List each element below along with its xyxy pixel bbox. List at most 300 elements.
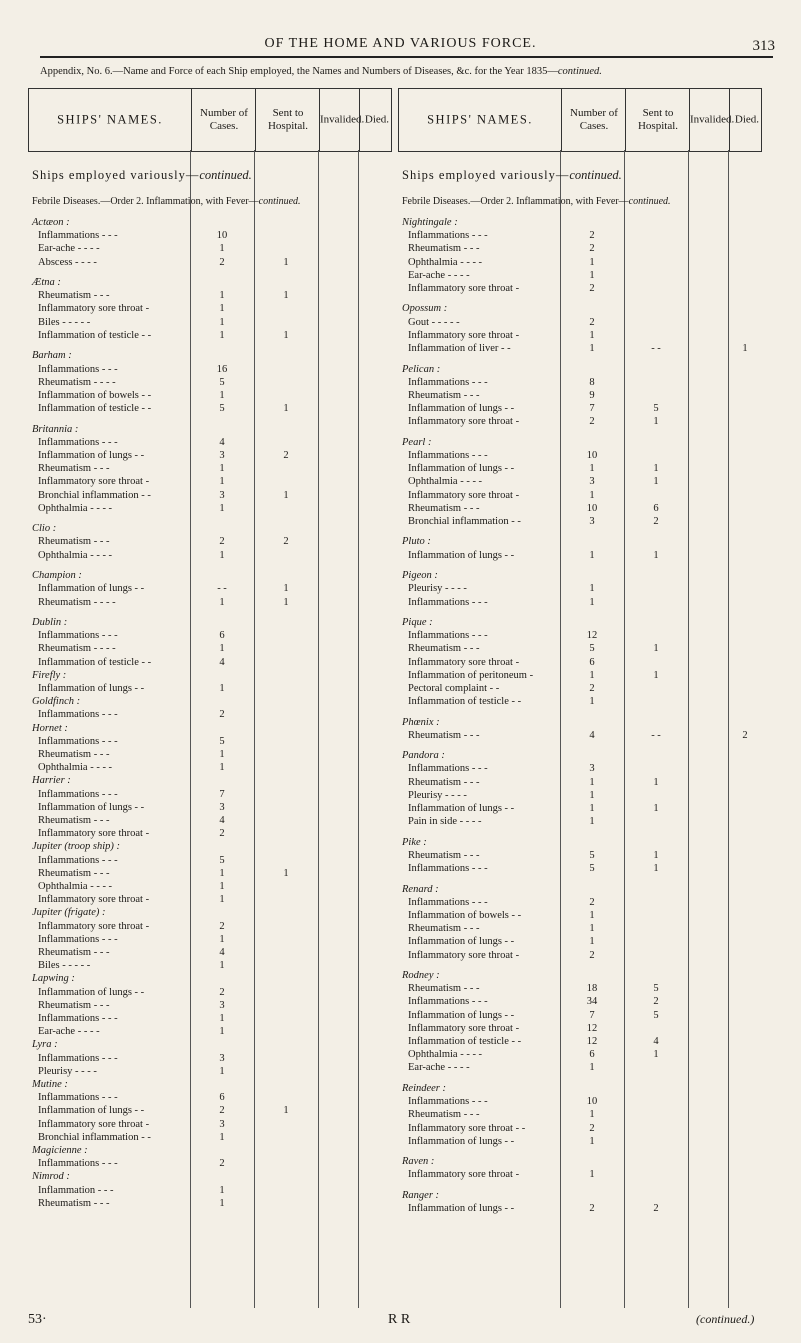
cases-value: 2	[219, 1105, 225, 1117]
disease-row	[398, 669, 762, 682]
disease-row	[398, 329, 762, 342]
disease-row	[398, 1168, 762, 1181]
ship-name-row	[28, 216, 392, 229]
hospital-value: 2	[653, 1203, 659, 1215]
disease-name: Inflammation of lungs - -	[38, 1105, 145, 1117]
disease-row	[28, 376, 392, 389]
disease-row	[398, 475, 762, 488]
disease-row	[28, 788, 392, 801]
cases-value: 1	[219, 894, 225, 906]
disease-name: Inflammation of lungs - -	[408, 936, 515, 948]
cases-value: 7	[589, 1009, 595, 1021]
hospital-value: 1	[283, 290, 289, 302]
cases-value: 1	[589, 696, 595, 708]
disease-row	[398, 449, 762, 462]
hospital-value: 2	[653, 996, 659, 1008]
disease-name: Inflammatory sore throat -	[38, 894, 150, 906]
disease-row	[28, 946, 392, 959]
cases-value: 2	[589, 416, 595, 428]
cases-value: 4	[219, 436, 225, 448]
disease-name: Ophthalmia - - - -	[38, 762, 113, 774]
disease-row	[398, 1009, 762, 1022]
cases-value: 1	[219, 596, 225, 608]
disease-row	[398, 1035, 762, 1048]
disease-row	[398, 1122, 762, 1135]
caption-continued: continued.	[557, 66, 602, 77]
disease-name: Inflammation of lungs - -	[408, 803, 515, 815]
disease-name: Inflammations - - -	[38, 436, 118, 448]
hospital-value: 1	[653, 803, 659, 815]
cases-value: 2	[219, 828, 225, 840]
disease-name: Inflammations - - -	[408, 230, 488, 242]
disease-name: Inflammatory sore throat -	[408, 416, 520, 428]
disease-row	[28, 1184, 392, 1197]
disease-row	[398, 656, 762, 669]
disease-row	[28, 475, 392, 488]
disease-row	[28, 999, 392, 1012]
ship-name-row	[28, 423, 392, 436]
cases-value: 6	[589, 656, 595, 668]
ship-name-row	[28, 722, 392, 735]
cases-value: 1	[589, 923, 595, 935]
cases-value: 18	[586, 983, 598, 995]
disease-name: Inflammation of testicle - -	[408, 1036, 522, 1048]
disease-row	[398, 862, 762, 875]
disease-name: Inflammations - - -	[38, 788, 118, 800]
cases-value: 3	[219, 489, 225, 501]
cases-value: 2	[589, 896, 595, 908]
cases-value: 16	[216, 363, 228, 375]
disease-row	[398, 582, 762, 595]
running-title: OF THE HOME AND VARIOUS FORCE.	[264, 36, 537, 51]
section-heading: Ships employed variously—continued.	[402, 168, 622, 182]
disease-name: Inflammation - - -	[38, 1184, 114, 1196]
hospital-value: 1	[283, 256, 289, 268]
col-sent-to-hospital: Sent to Hospital.	[625, 89, 690, 151]
disease-row	[28, 1052, 392, 1065]
cases-value: 4	[589, 729, 595, 741]
disease-row	[398, 489, 762, 502]
cases-value: 5	[589, 863, 595, 875]
cases-value: 1	[219, 476, 225, 488]
disease-row	[28, 596, 392, 609]
hospital-value: 5	[653, 403, 659, 415]
cases-value: 1	[589, 256, 595, 268]
disease-row	[398, 389, 762, 402]
disease-name: Inflammations - - -	[408, 1096, 488, 1108]
disease-name: Ophthalmia - - - -	[408, 476, 483, 488]
disease-row	[398, 316, 762, 329]
disease-name: Inflammation of lungs - -	[408, 1009, 515, 1021]
disease-name: Rheumatism - - -	[38, 999, 110, 1011]
right-table	[398, 88, 762, 1308]
disease-name: Rheumatism - - -	[38, 814, 110, 826]
cases-value: 1	[589, 549, 595, 561]
ship-name: Clio :	[32, 523, 57, 535]
cases-value: 2	[589, 230, 595, 242]
disease-row	[398, 269, 762, 282]
disease-row	[398, 789, 762, 802]
cases-value: 1	[589, 776, 595, 788]
cases-value: 1	[219, 880, 225, 892]
disease-row	[398, 896, 762, 909]
ship-name: Pluto :	[402, 536, 431, 548]
disease-name: Rheumatism - - -	[408, 502, 480, 514]
disease-row	[28, 1157, 392, 1170]
ship-name: Ranger :	[402, 1189, 440, 1201]
caption-main: Appendix, No. 6.—Name and Force of each Ship employed, the Names and Numbers of Diseases, &c. for the Year 1835—	[40, 66, 558, 77]
disease-row	[28, 629, 392, 642]
cases-value: 1	[219, 243, 225, 255]
hospital-value: 1	[283, 329, 289, 341]
ship-name: Pike :	[402, 836, 427, 848]
cases-value: 1	[219, 933, 225, 945]
disease-name: Rheumatism - - - -	[38, 643, 116, 655]
ship-name: Pigeon :	[402, 570, 438, 582]
ship-name: Opossum :	[402, 303, 448, 315]
ship-name: Dublin :	[32, 616, 68, 628]
disease-name: Abscess - - - -	[38, 256, 97, 268]
disease-row	[28, 302, 392, 315]
disease-name: Inflammatory sore throat -	[408, 949, 520, 961]
cases-value: 3	[219, 1118, 225, 1130]
footer-signature: R R	[388, 1312, 411, 1327]
hospital-value: 1	[283, 403, 289, 415]
disease-row	[398, 415, 762, 428]
cases-value: 1	[589, 816, 595, 828]
disease-name: Inflammatory sore throat -	[408, 489, 520, 501]
col-invalided: Invalided.	[319, 89, 360, 151]
ship-name: Magicienne :	[32, 1144, 88, 1156]
disease-row	[398, 802, 762, 815]
cases-value: 1	[589, 803, 595, 815]
ship-name-row	[28, 669, 392, 682]
cases-value: 1	[589, 1135, 595, 1147]
disease-name: Inflammations - - -	[38, 854, 118, 866]
disease-row	[398, 762, 762, 775]
disease-row	[28, 256, 392, 269]
continued-note: (continued.)	[696, 1312, 755, 1326]
hospital-value: 6	[653, 502, 659, 514]
disease-name: Inflammation of testicle - -	[38, 656, 152, 668]
cases-value: 12	[586, 1036, 598, 1048]
disease-row	[28, 1025, 392, 1038]
disease-name: Inflammations - - -	[408, 376, 488, 388]
cases-value: 3	[589, 476, 595, 488]
cases-value: 1	[589, 329, 595, 341]
ship-name-row	[398, 436, 762, 449]
cases-value: 7	[589, 403, 595, 415]
ship-name: Actæon :	[32, 217, 70, 228]
cases-value: 1	[219, 389, 225, 401]
hospital-value: 1	[283, 867, 289, 879]
disease-row	[398, 922, 762, 935]
cases-value: 2	[589, 949, 595, 961]
section-heading: Ships employed variously—continued.	[32, 168, 252, 182]
ship-name-row	[398, 616, 762, 629]
ship-name: Hornet :	[32, 722, 68, 734]
hospital-value: - -	[651, 343, 661, 355]
column-header	[28, 88, 392, 152]
hospital-value: 1	[653, 1049, 659, 1061]
cases-value: 2	[589, 243, 595, 255]
cases-value: 10	[586, 449, 598, 461]
disease-row	[398, 642, 762, 655]
disease-row	[398, 1202, 762, 1215]
disease-name: Rheumatism - - -	[38, 1197, 110, 1209]
hospital-value: 1	[283, 596, 289, 608]
disease-name: Inflammatory sore throat -	[408, 656, 520, 668]
disease-name: Biles - - - - -	[38, 316, 91, 328]
cases-value: 1	[589, 936, 595, 948]
cases-value: 1	[219, 960, 225, 972]
hospital-value: 1	[283, 583, 289, 595]
cases-value: 2	[219, 256, 225, 268]
cases-value: 1	[219, 1012, 225, 1024]
disease-row	[28, 933, 392, 946]
disease-name: Inflammatory sore throat -	[38, 828, 150, 840]
ship-name: Renard :	[402, 883, 439, 895]
ship-name-row	[398, 1155, 762, 1168]
disease-name: Ear-ache - - - -	[38, 243, 100, 255]
disease-name: Rheumatism - - -	[38, 290, 110, 302]
hospital-value: 5	[653, 983, 659, 995]
cases-value: 3	[589, 763, 595, 775]
disease-row	[28, 549, 392, 562]
disease-row	[398, 995, 762, 1008]
cases-value: 3	[219, 1052, 225, 1064]
disease-row	[398, 282, 762, 295]
page-number: 313	[752, 38, 775, 54]
disease-row	[398, 695, 762, 708]
disease-name: Inflammation of lungs - -	[38, 583, 145, 595]
ship-name-row	[28, 569, 392, 582]
disease-row	[398, 1095, 762, 1108]
cases-value: 5	[219, 854, 225, 866]
hospital-value: 1	[653, 863, 659, 875]
hospital-value: 1	[653, 549, 659, 561]
disease-row	[28, 329, 392, 342]
disease-row	[28, 1091, 392, 1104]
cases-value: 3	[219, 449, 225, 461]
disease-row	[28, 582, 392, 595]
disease-name: Rheumatism - - -	[408, 849, 480, 861]
disease-name: Ophthalmia - - - -	[408, 256, 483, 268]
ship-name: Nimrod :	[32, 1171, 70, 1183]
ship-name: Lyra :	[32, 1039, 58, 1051]
cases-value: 5	[219, 403, 225, 415]
ship-name-row	[28, 616, 392, 629]
ship-name-row	[398, 535, 762, 548]
disease-row	[398, 1135, 762, 1148]
ship-name: Ætna :	[32, 277, 61, 289]
col-sent-to-hospital: Sent to Hospital.	[255, 89, 320, 151]
cases-value: 10	[586, 502, 598, 514]
ship-name-row	[398, 716, 762, 729]
ship-name-row	[398, 1082, 762, 1095]
disease-row	[28, 535, 392, 548]
hospital-value: 1	[653, 643, 659, 655]
ship-name-row	[28, 276, 392, 289]
hospital-value: 1	[653, 849, 659, 861]
ship-name: Raven :	[402, 1156, 435, 1168]
ship-name-row	[398, 969, 762, 982]
ship-name: Jupiter (frigate) :	[32, 907, 106, 919]
disease-name: Inflammatory sore throat -	[38, 476, 150, 488]
cases-value: 1	[219, 643, 225, 655]
hospital-value: - -	[651, 729, 661, 741]
cases-value: 4	[219, 814, 225, 826]
disease-row	[28, 893, 392, 906]
disease-name: Inflammations - - -	[38, 1012, 118, 1024]
ship-name: Britannia :	[32, 423, 79, 435]
disease-row	[28, 489, 392, 502]
cases-value: 2	[219, 709, 225, 721]
disease-row	[398, 242, 762, 255]
disease-name: Inflammations - - -	[408, 896, 488, 908]
disease-name: Rheumatism - - -	[408, 243, 480, 255]
cases-value: 1	[589, 789, 595, 801]
ship-name: Firefly :	[32, 669, 67, 681]
cases-value: 2	[589, 682, 595, 694]
disease-row	[398, 596, 762, 609]
cases-value: 1	[589, 343, 595, 355]
ship-name-row	[398, 883, 762, 896]
ship-name: Pique :	[402, 616, 433, 628]
disease-name: Rheumatism - - -	[38, 536, 110, 548]
disease-name: Inflammations - - -	[38, 230, 118, 242]
disease-row	[398, 949, 762, 962]
disease-name: Inflammation of lungs - -	[408, 549, 515, 561]
disease-name: Ear-ache - - - -	[38, 1026, 100, 1038]
col-ships-names: SHIPS' NAMES.	[427, 112, 533, 127]
disease-row	[398, 515, 762, 528]
cases-value: 1	[589, 910, 595, 921]
disease-row	[28, 735, 392, 748]
disease-name: Bronchial inflammation - -	[38, 1131, 151, 1143]
disease-row	[28, 801, 392, 814]
ship-name: Pandora :	[402, 750, 445, 762]
cases-value: 1	[219, 748, 225, 760]
disease-name: Rheumatism - - -	[38, 946, 110, 958]
disease-name: Pleurisy - - - -	[408, 583, 467, 595]
ship-name-row	[28, 774, 392, 787]
disease-row	[398, 1061, 762, 1074]
disease-name: Rheumatism - - -	[38, 748, 110, 760]
disease-row	[398, 402, 762, 415]
hospital-value: 2	[653, 515, 659, 527]
cases-value: 8	[589, 376, 595, 388]
disease-name: Inflammatory sore throat -	[408, 1169, 520, 1181]
disease-row	[398, 849, 762, 862]
cases-value: 5	[589, 849, 595, 861]
disease-name: Inflammatory sore throat -	[408, 1022, 520, 1034]
cases-value: 5	[589, 643, 595, 655]
disease-name: Inflammation of lungs - -	[38, 682, 145, 694]
col-died: Died.	[729, 89, 764, 151]
cases-value: 2	[219, 536, 225, 548]
disease-name: Inflammations - - -	[38, 735, 118, 747]
hospital-value: 2	[283, 536, 289, 548]
ship-name-row	[398, 836, 762, 849]
disease-name: Inflammations - - -	[38, 709, 118, 721]
cases-value: 10	[216, 230, 228, 242]
col-ships-names: SHIPS' NAMES.	[57, 112, 163, 127]
ship-name-row	[28, 1144, 392, 1157]
disease-row	[28, 289, 392, 302]
disease-name: Biles - - - - -	[38, 960, 91, 972]
disease-row	[398, 229, 762, 242]
disease-name: Rheumatism - - -	[408, 729, 480, 741]
disease-name: Rheumatism - - -	[38, 867, 110, 879]
disease-name: Rheumatism - - -	[408, 983, 480, 995]
disease-name: Inflammatory sore throat -	[38, 1118, 150, 1130]
disease-name: Inflammation of lungs - -	[408, 463, 515, 475]
died-value: 2	[742, 729, 748, 741]
ship-name-row	[28, 1078, 392, 1091]
disease-name: Inflammation of lungs - -	[408, 403, 515, 415]
disease-name: Inflammations - - -	[38, 1158, 118, 1170]
disease-row	[28, 436, 392, 449]
hospital-value: 1	[283, 1105, 289, 1117]
disease-row	[28, 1012, 392, 1025]
disease-row	[28, 682, 392, 695]
disease-row	[398, 682, 762, 695]
disease-name: Inflammation of testicle - -	[38, 329, 152, 341]
disease-name: Rheumatism - - - -	[38, 376, 116, 388]
cases-value: 1	[219, 1026, 225, 1038]
ship-name-row	[28, 349, 392, 362]
disease-name: Inflammatory sore throat -	[38, 303, 150, 315]
ship-name-row	[28, 522, 392, 535]
disease-name: Inflammation of testicle - -	[38, 403, 152, 415]
disease-name: Bronchial inflammation - -	[38, 489, 151, 501]
disease-name: Inflammations - - -	[38, 363, 118, 375]
cases-value: 1	[219, 463, 225, 475]
disease-name: Ophthalmia - - - -	[38, 549, 113, 561]
cases-value: 1	[589, 269, 595, 281]
hospital-value: 1	[653, 669, 659, 681]
disease-row	[28, 986, 392, 999]
hospital-value: 4	[653, 1036, 659, 1048]
disease-name: Inflammations - - -	[408, 449, 488, 461]
disease-row	[398, 376, 762, 389]
disease-row	[28, 920, 392, 933]
ship-name-row	[398, 363, 762, 376]
cases-value: 10	[586, 1096, 598, 1108]
ship-name: Pelican :	[402, 363, 441, 375]
cases-value: 1	[219, 290, 225, 302]
disease-row	[28, 880, 392, 893]
ship-name: Nightingale :	[402, 217, 458, 228]
hospital-value: 1	[653, 463, 659, 475]
disease-row	[28, 402, 392, 415]
cases-value: 1	[219, 316, 225, 328]
disease-row	[398, 462, 762, 475]
disease-name: Inflammation of lungs - -	[408, 1203, 515, 1215]
disease-row	[28, 854, 392, 867]
cases-value: 5	[219, 376, 225, 388]
disease-name: Ophthalmia - - - -	[38, 502, 113, 514]
disease-name: Inflammation of bowels - -	[408, 910, 522, 921]
cases-value: 1	[589, 489, 595, 501]
cases-value: 3	[589, 515, 595, 527]
subsection-heading: Febrile Diseases.—Order 2. Inflammation, with Fever—continued.	[402, 196, 671, 207]
cases-value: 2	[219, 986, 225, 998]
disease-name: Pain in side - - - -	[408, 816, 482, 828]
ship-name: Rodney :	[402, 970, 440, 982]
disease-row	[398, 776, 762, 789]
